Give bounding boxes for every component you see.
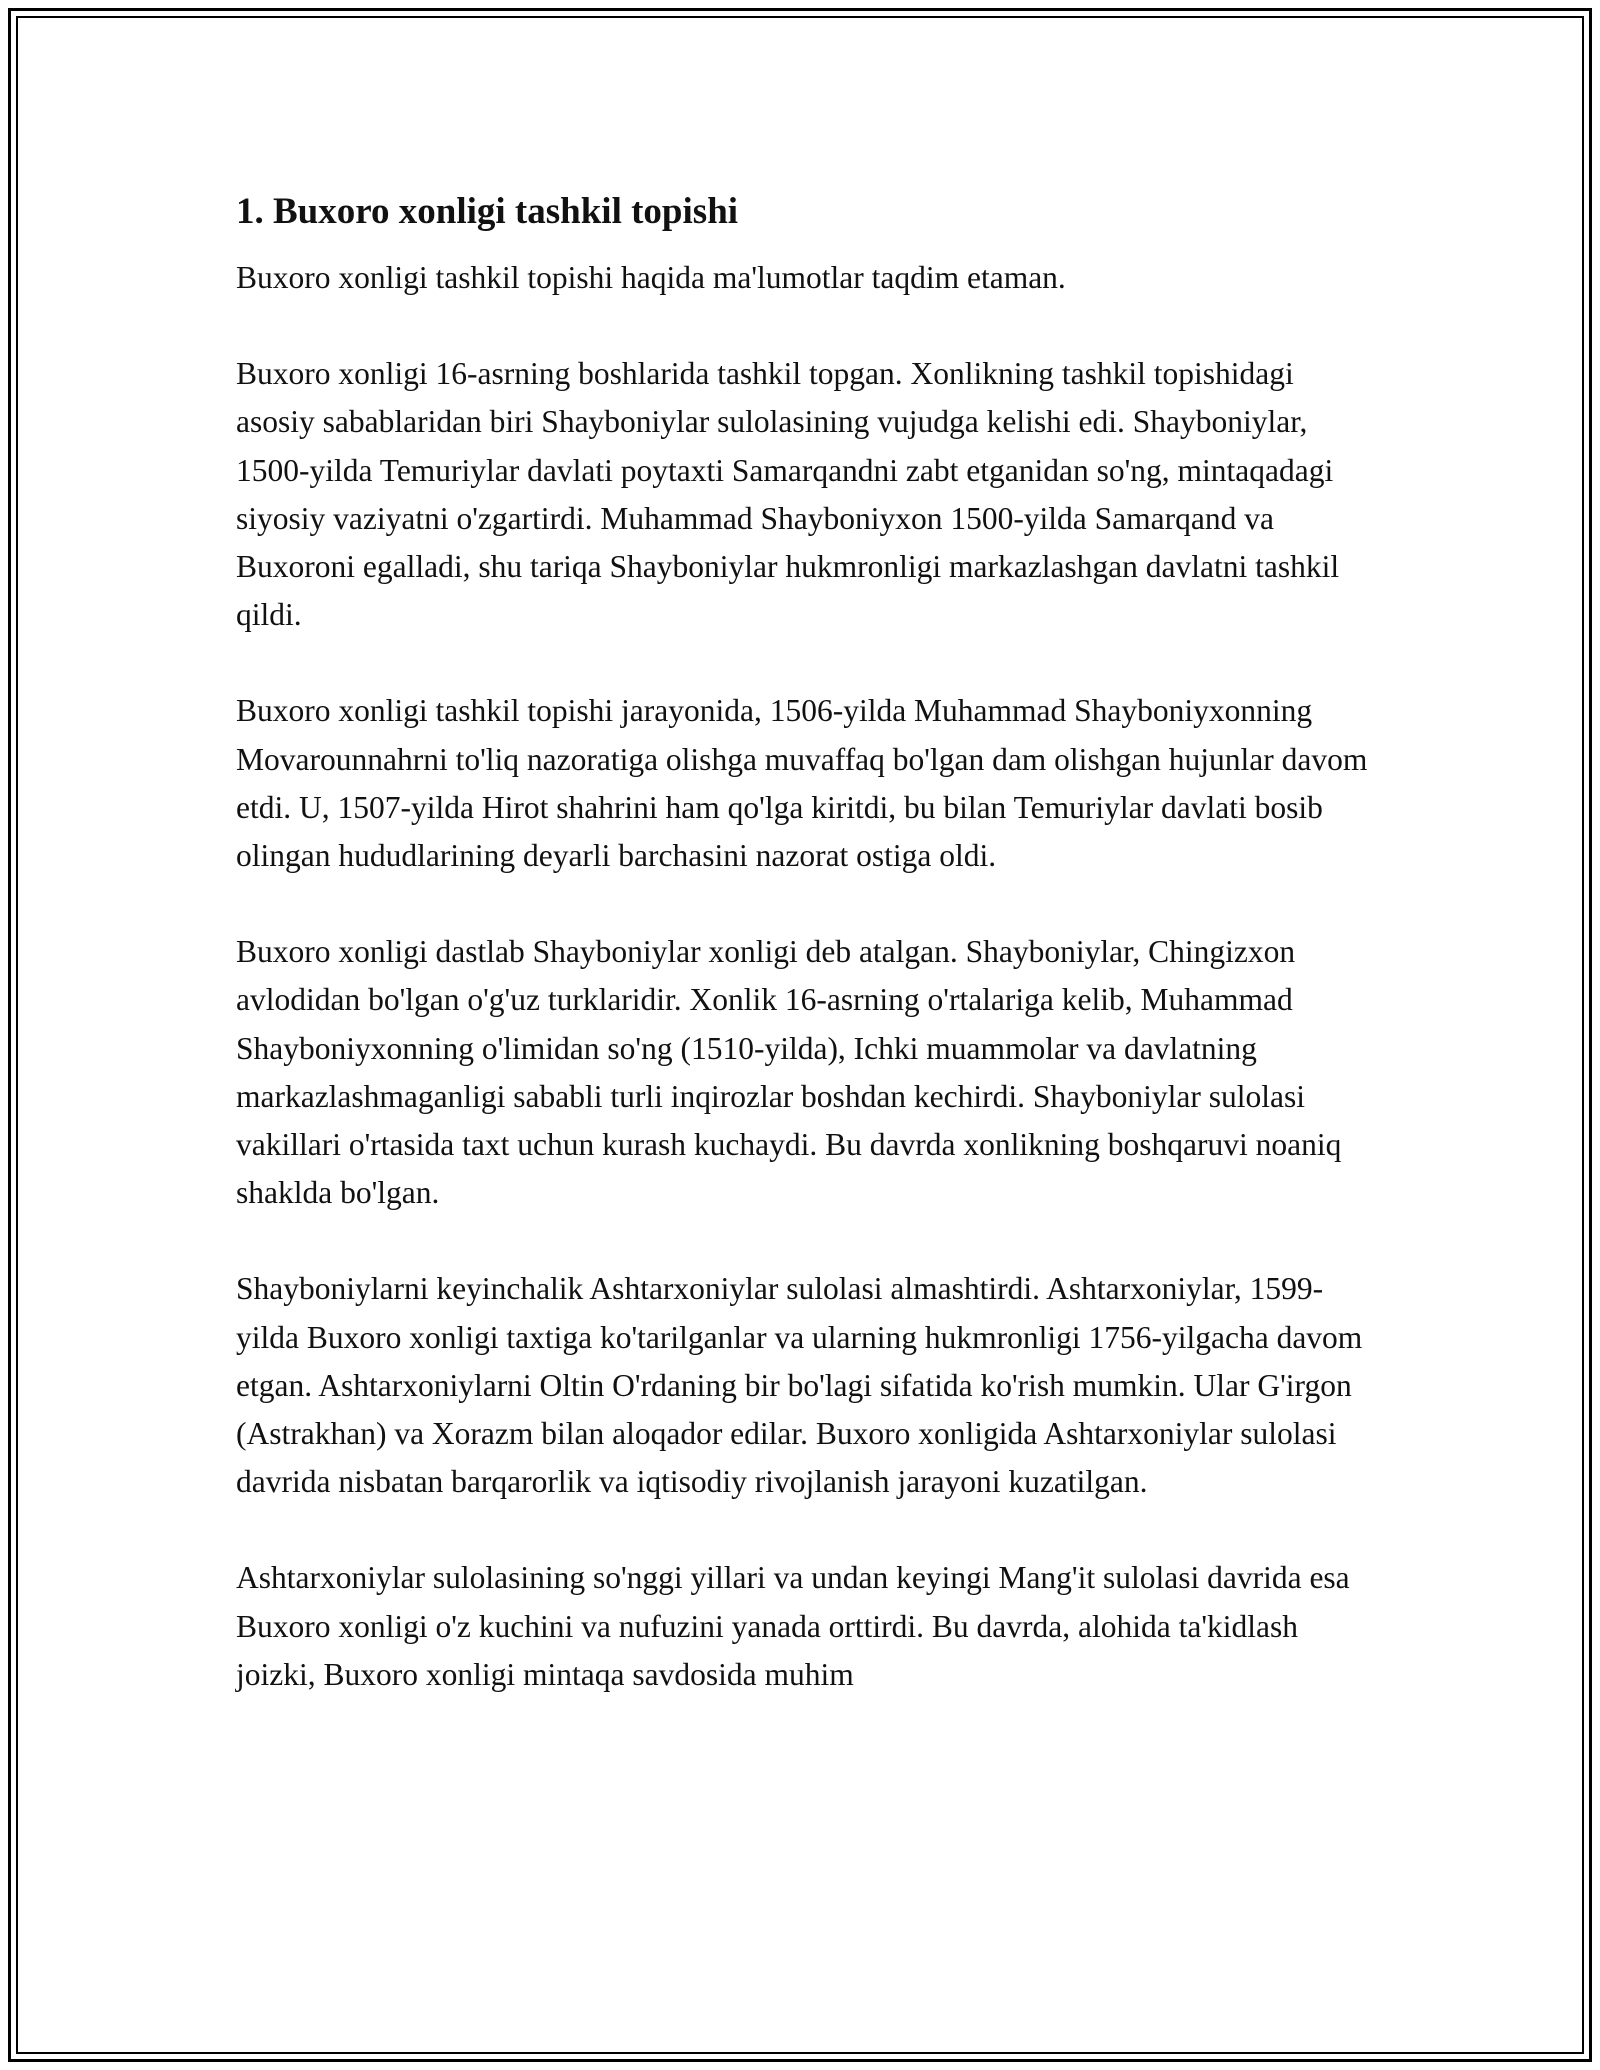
paragraph-intro: Buxoro xonligi tashkil topishi haqida ma'lumotlar taqdim etaman. <box>236 260 1066 295</box>
paragraph-shaybanids: Buxoro xonligi dastlab Shayboniylar xonligi deb atalgan. Shayboniylar, Chingizxon avlodidan bo'lgan o'g'uz turklaridir. Xonlik 16-asrning o'rtalariga kelib, Muhammad Shayboniyxonning o'limidan so'ng (1510-yilda), Ichki muammolar va davlatning markazlashmaganligi sababli turli inqirozlar boshdan kechirdi. Shayboniylar sulolasi vakillari o'rtasida taxt uchun kurash kuchaydi. Bu davrda xonlikning boshqaruvi noaniq shaklda bo'lgan. <box>236 934 1342 1211</box>
paragraph-conquests: Buxoro xonligi tashkil topishi jarayonida, 1506-yilda Muhammad Shayboniyxonning Movarounnahrni to'liq nazoratiga olishga muvaffaq bo'lgan dam olishgan hujunlar davom etdi. U, 1507-yilda Hirot shahrini ham qo'lga kiritdi, bu bilan Temuriylar davlati bosib olingan hududlarining deyarli barchasini nazorat ostiga oldi. <box>236 693 1368 874</box>
document-title: 1. Buxoro xonligi tashkil topishi <box>236 191 739 232</box>
paragraph-mangit: Ashtarxoniylar sulolasining so'nggi yillari va undan keyingi Mang'it sulolasi davrida esa Buxoro xonligi o'z kuchini va nufuzini yanada orttirdi. Bu davrda, alohida ta'kidlash joizki, Buxoro xonligi mintaqa savdosida muhim <box>236 1560 1350 1692</box>
document-body <box>236 188 1376 1747</box>
paragraph-founding: Buxoro xonligi 16-asrning boshlarida tashkil topgan. Xonlikning tashkil topishidagi asosiy sabablaridan biri Shayboniylar sulolasining vujudga kelishi edi. Shayboniylar, 1500-yilda Temuriylar davlati poytaxti Samarqandni zabt etganidan so'ng, mintaqadagi siyosiy vaziyatni o'zgartirdi. Muhammad Shayboniyxon 1500-yilda Samarqand va Buxoroni egalladi, shu tariqa Shayboniylar hukmronligi markazlashgan davlatni tashkil qildi. <box>236 356 1340 633</box>
paragraph-ashtarkhanids: Shayboniylarni keyinchalik Ashtarxoniylar sulolasi almashtirdi. Ashtarxoniylar, 1599-yilda Buxoro xonligi taxtiga ko'tarilganlar va ularning hukmronligi 1756-yilgacha davom etgan. Ashtarxoniylarni Oltin O'rdaning bir bo'lagi sifatida ko'rish mumkin. Ular G'irgon (Astrakhan) va Xorazm bilan aloqador edilar. Buxoro xonligida Ashtarxoniylar sulolasi davrida nisbatan barqarorlik va iqtisodiy rivojlanish jarayoni kuzatilgan. <box>236 1271 1363 1500</box>
